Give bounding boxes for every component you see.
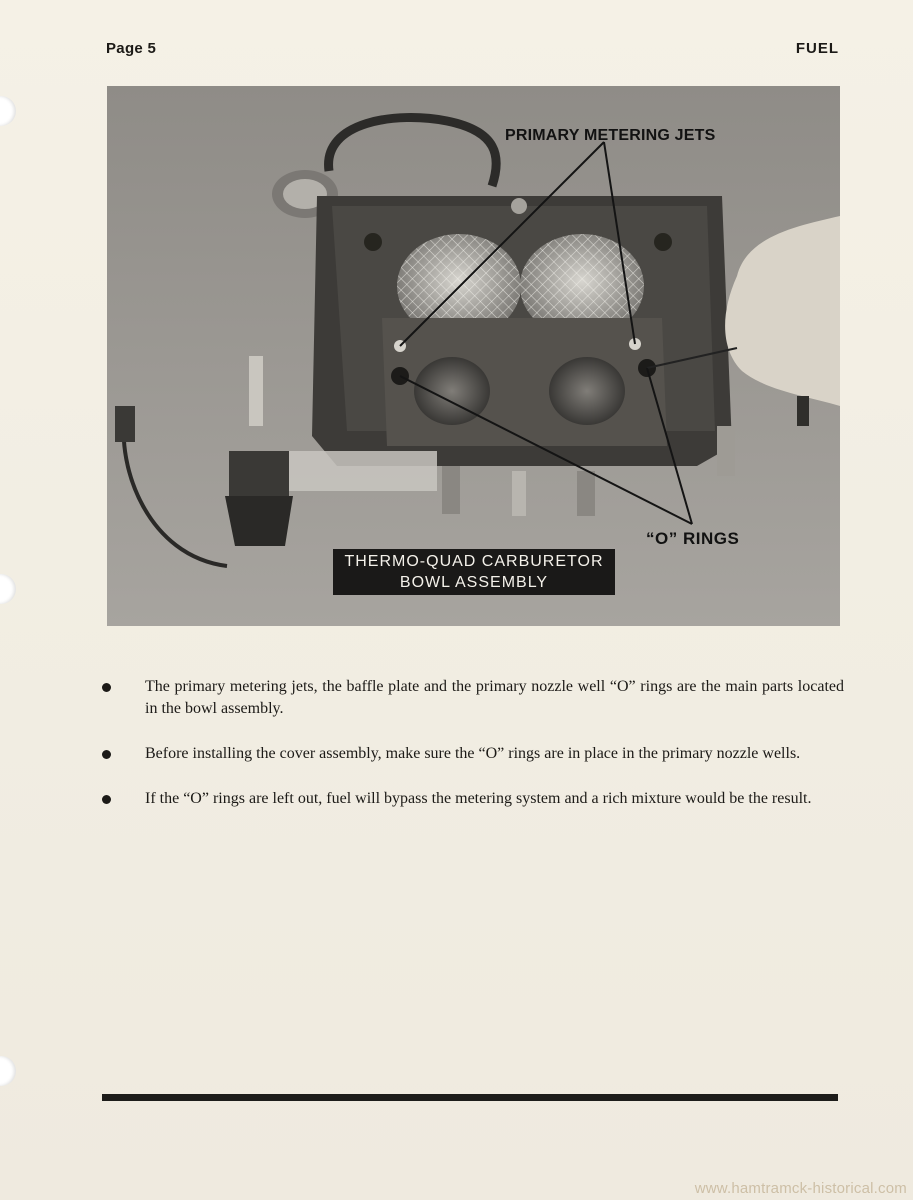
bullet-dot	[102, 750, 111, 759]
caption-line-1: THERMO-QUAD CARBURETOR	[344, 553, 604, 570]
watermark: www.hamtramck-historical.com	[694, 1180, 907, 1197]
bottom-rule	[102, 1094, 838, 1101]
section-title: FUEL	[795, 40, 839, 57]
bullet-text: Before installing the cover assembly, make sure the “O” rings are in place in the primary nozzle wells.	[145, 745, 801, 762]
bullet-item	[102, 676, 844, 720]
punch-hole	[0, 1056, 16, 1086]
bullet-text: The primary metering jets, the baffle plate and the primary nozzle well “O” rings are the main parts located in the bowl assembly.	[145, 678, 844, 717]
figure-caption	[333, 549, 615, 595]
bullet-text: If the “O” rings are left out, fuel will bypass the metering system and a rich mixture would be the result.	[145, 790, 812, 807]
callout-primary-metering-jets: PRIMARY METERING JETS	[505, 127, 716, 144]
punch-hole	[0, 574, 16, 604]
bullet-list	[102, 676, 844, 830]
callout-o-rings: “O” RINGS	[646, 529, 740, 548]
bullet-item	[102, 743, 844, 765]
page-number: Page 5	[106, 40, 157, 57]
carburetor-photo	[107, 86, 840, 626]
punch-hole	[0, 96, 16, 126]
bullet-item	[102, 788, 844, 810]
bullet-dot	[102, 683, 111, 692]
caption-line-2: BOWL ASSEMBLY	[399, 574, 549, 591]
bullet-dot	[102, 795, 111, 804]
